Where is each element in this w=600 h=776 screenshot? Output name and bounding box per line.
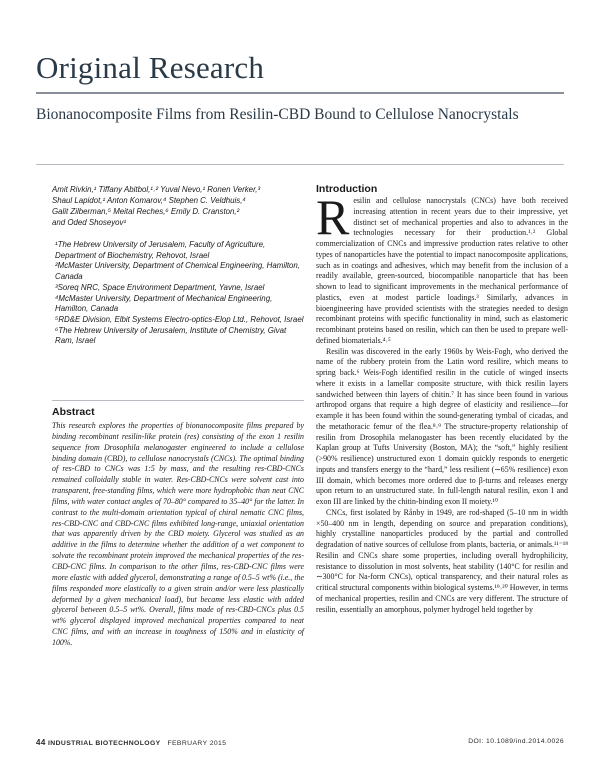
affiliation: ²McMaster University, Department of Chemical Engineering, Hamilton, Canada <box>55 261 300 282</box>
page-number: 44 <box>36 738 46 747</box>
issue-date: FEBRUARY 2015 <box>167 740 227 747</box>
affiliation-list <box>52 240 307 347</box>
footer-left <box>36 738 226 747</box>
section-label: Original Research <box>36 50 265 85</box>
paragraph-text: esilin and cellulose nanocrystals (CNCs) have both received increasing attention in recent years due to their impressive, yet distinct set of mechanical properties and also to advances in the technologies necessary for their production.¹˒² Global commercialization of CNCs and impressive production rates relative to other types of nanoparticles have the potential to impact nanocomposite applications, such as in coatings and adhesives, which may benefit from the inclusion of a readily available, green-sourced, biocompatible nanoparticle that has been shown to lead to significant improvements in the mechanical performance of plastics, even at modest particle loadings.³ Similarly, advances in bioengineering have provided scientists with the strategies needed to design recombinant proteins with specific functionality in mind, such as elastomeric recombinant proteins based on resilin, which can then be used to prepare well-defined biomaterials.⁴˒⁵ <box>316 196 568 345</box>
drop-cap: R <box>316 189 350 245</box>
abstract-text: This research explores the properties of bionanocomposite films prepared by binding recombinant resilin-like protein (res) consisting of the exon 1 resilin sequence from Drosophila melanogaster engineered to include a cellulose binding domain (CBD), to cellulose nanocrystals (CNCs). The optimal binding of res-CBD to CNCs was 1:5 by mass, and the resulting res-CBD-CNCs remained colloidally stable in water. Res-CBD-CNCs were solvent cast into transparent, free-standing films, which were more hydrophobic than neat CNC films, with water contact angles of 70–80° compared to 35–40° for the latter. In contrast to the multi-domain orientation typical of chiral nematic CNC films, res-CBD-CNC and CBD-CNC films exhibited long-range, uniaxial orientation that was apparently driven by the CBD moiety. Glycerol was studied as an additive in the films to determine whether the addition of a wet component to solvate the recombinant protein improved the mechanical properties of the res-CBD-CNC films. In comparison to the other films, res-CBD-CNC films were more elastic with added glycerol, demonstrating a range of 0.5–5 wt% (i.e., the films responded more elastically to a given strain and/or were less plastically deformed by a given mechanical load), but became less elastic with added glycerol between 0.5–5 wt%. Overall, films made of res-CBD-CNCs plus 0.5 wt% glycerol displayed improved mechanical properties compared to neat CNC films, and with an increase in toughness of 150% and in elasticity of 100%. <box>52 421 304 647</box>
author-list <box>52 184 307 228</box>
abstract-heading: Abstract <box>52 406 95 418</box>
paragraph: Resilin was discovered in the early 1960s by Weis-Fogh, who derived the name of the rubbery protein from the Latin word resilire, which means to spring back.⁶ Weis-Fogh identified resilin in the cuticle of winged insects where it exists in a lamellar composite structure, with thick resilin layers sandwiched between thin layers of chitin.⁷ It has since been found in various arthropod organs that require a high degree of elasticity and resilience—for example it has been found within the sound-generating tymbal of cicadas, and the metathoracic femur of the flea.⁸˒⁹ The structure-property relationship of resilin from Drosophila melanogaster has been recently elucidated by the Kaplan group at Tufts University (Boston, MA); the “soft,” highly resilient (>90% resilience) unstructured exon 1 domain quickly responds to energetic inputs and transfers energy to the “hard,” less resilient (∼65% resilience) exon III domain, which becomes more ordered due to β-turns and releases energy upon return to an unstructured state. In full-length natural resilin, exon I and exon III are linked by the chitin-binding exon II moiety.¹⁰ <box>316 346 568 506</box>
author-line: and Oded Shoseyov¹ <box>52 218 127 227</box>
journal-name: INDUSTRIAL BIOTECHNOLOGY <box>48 740 161 747</box>
doi: DOI: 10.1089/ind.2014.0026 <box>468 738 564 745</box>
top-rule <box>36 92 564 94</box>
affiliation: ⁵RD&E Division, Elbit Systems Electro-optics-Elop Ltd., Rehovot, Israel <box>55 314 304 324</box>
affiliation: ¹The Hebrew University of Jerusalem, Faculty of Agriculture, Department of Biochemistry, Rehovot, Israel <box>55 240 266 260</box>
article-title: Bionanocomposite Films from Resilin-CBD Bound to Cellulose Nanocrystals <box>36 106 519 123</box>
introduction-heading: Introduction <box>316 183 378 195</box>
paragraph: CNCs, first isolated by Rånby in 1949, are rod-shaped (5–10 nm in width ×50–400 nm in length, depending on source and preparation conditions), highly crystalline nanoparticles produced by the partial and controlled degradation of native sources of cellulose from plants, bacteria, or animals.¹¹⁻¹⁸ Resilin and CNCs share some properties, including overall hydrophilicity, resistance to dissolution in most solvents, heat stability (140°C for resilin and ∼300°C for Na-form CNCs), optical transparency, and their natural roles as critical structural components within biological systems.¹⁹˒²⁰ However, in terms of mechanical properties, resilin and CNCs are very different. The structure of resilin, essentially an amorphous, polymer hydrogel held together by <box>316 507 568 614</box>
abstract-rule <box>52 400 304 401</box>
author-line: Shaul Lapidot,¹ Anton Komarov,⁴ Stephen C. Veldhuis,⁴ <box>52 196 246 205</box>
author-line: Amit Rivkin,¹ Tiffany Abitbol,¹˒² Yuval Nevo,¹ Ronen Verker,³ <box>52 185 261 194</box>
affiliation: ⁶The Hebrew University of Jerusalem, Institute of Chemistry, Givat Ram, Israel <box>55 325 287 346</box>
affiliation: ³Soreq NRC, Space Environment Department, Yavne, Israel <box>55 282 265 292</box>
author-line: Galit Zilberman,⁵ Meital Reches,⁶ Emily D. Cranston,² <box>52 207 240 216</box>
affiliation: ⁴McMaster University, Department of Mechanical Engineering, Hamilton, Canada <box>55 293 273 314</box>
title-rule <box>36 164 564 165</box>
